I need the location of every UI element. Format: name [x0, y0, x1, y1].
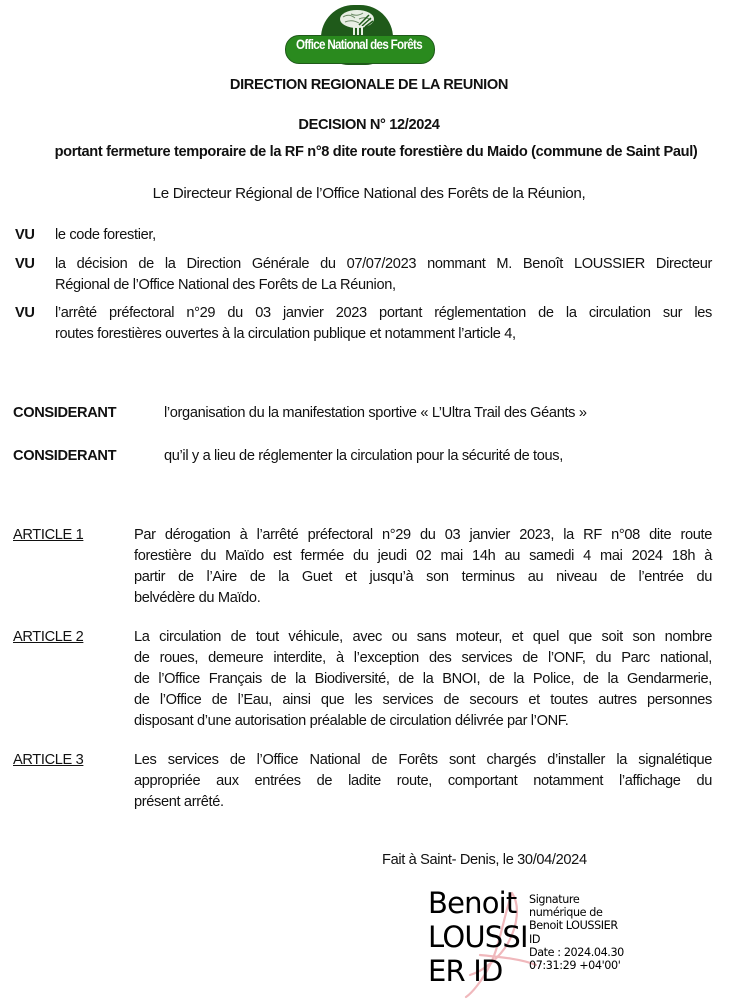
vu-line: la décision de la Direction Générale du 07/07/2023 nommant M. Benoît LOUSSIER Directeur — [55, 256, 712, 272]
signature-detail-line: 07:31:29 +04'00' — [529, 959, 621, 973]
signature-details — [529, 893, 624, 972]
signature-name-line: LOUSSI — [428, 920, 528, 954]
article-line: de roues, demeure interdite, à l’exception des services de l’ONF, du Parc national, — [134, 650, 712, 666]
article-line: Les services de l’Office National de Forêts sont chargés d’installer la signalétique — [134, 752, 712, 768]
signature-detail-line: Date : 2024.04.30 — [529, 945, 624, 959]
vu-label: VU — [15, 227, 35, 243]
article-3-label: ARTICLE 3 — [13, 752, 84, 768]
vu-line: routes forestières ouvertes à la circulation publique et notamment l’article 4, — [55, 326, 516, 342]
vu-label: VU — [15, 305, 35, 321]
article-line: de l’Office Français de la Biodiversité, de la BNOI, de la Police, de la Gendarmerie, — [134, 671, 712, 687]
signature-name — [428, 886, 528, 988]
article-2-label: ARTICLE 2 — [13, 629, 84, 645]
intro-line: Le Directeur Régional de l’Office National des Forêts de la Réunion, — [152, 185, 586, 202]
article-line: de l’Office de l’Eau, ainsi que les services de secours et toutes autres personnes — [134, 692, 712, 708]
place-date: Fait à Saint- Denis, le 30/04/2024 — [382, 852, 587, 868]
article-line: La circulation de tout véhicule, avec ou sans moteur, et quel que soit son nombre — [134, 629, 712, 645]
article-1-label: ARTICLE 1 — [13, 527, 84, 543]
article-line: disposant d’une autorisation préalable de circulation délivrée par l’ONF. — [134, 713, 569, 729]
signature-detail-line: ID — [529, 932, 541, 946]
article-3-body — [134, 750, 712, 813]
article-line: belvédère du Maïdo. — [134, 590, 261, 606]
considerant-label: CONSIDERANT — [13, 405, 117, 421]
vu-item-3 — [55, 303, 712, 345]
article-1-body — [134, 525, 712, 609]
signature-name-line: Benoit — [428, 886, 517, 920]
vu-line: le code forestier, — [55, 227, 156, 243]
signature-name-line: ER ID — [428, 954, 503, 988]
signature-detail-line: Signature — [529, 893, 580, 906]
considerant-text-2: qu’il y a lieu de réglementer la circulation pour la sécurité de tous, — [164, 448, 563, 464]
logo-text: Office National des Forêts — [296, 37, 422, 52]
vu-item-2 — [55, 254, 712, 296]
article-line: Par dérogation à l’arrêté préfectoral n°29 du 03 janvier 2023, la RF n°08 dite route — [134, 527, 712, 543]
considerant-label: CONSIDERANT — [13, 448, 117, 464]
vu-label: VU — [15, 256, 35, 272]
article-line: appropriée aux entrées de ladite route, comportant notamment l’affichage du — [134, 773, 712, 789]
tree-icon — [337, 9, 377, 37]
article-2-body — [134, 627, 712, 732]
decision-title: DECISION N° 12/2024 — [298, 117, 440, 133]
signature-detail-line: Benoit LOUSSIER — [529, 919, 618, 933]
decision-subtitle: portant fermeture temporaire de la RF n°8 dite route forestière du Maido (commune de Saint Paul) — [54, 144, 698, 160]
article-line: forestière du Maïdo est fermée du jeudi 02 mai 14h au samedi 4 mai 2024 18h à — [134, 548, 712, 564]
onf-logo — [283, 3, 435, 65]
vu-line: l’arrêté préfectoral n°29 du 03 janvier 2023 portant réglementation de la circulation sur les — [55, 305, 712, 321]
vu-line: Régional de l’Office National des Forêts de La Réunion, — [55, 277, 396, 293]
vu-item-1 — [55, 225, 712, 246]
article-line: présent arrêté. — [134, 794, 224, 810]
direction-title: DIRECTION REGIONALE DE LA REUNION — [229, 77, 509, 93]
considerant-text-1: l’organisation du la manifestation sportive « L’Ultra Trail des Géants » — [164, 405, 587, 421]
article-line: partir de l’Aire de la Guet et jusqu’à son terminus au niveau de l’entrée du — [134, 569, 712, 585]
signature-detail-line: numérique de — [529, 906, 603, 920]
